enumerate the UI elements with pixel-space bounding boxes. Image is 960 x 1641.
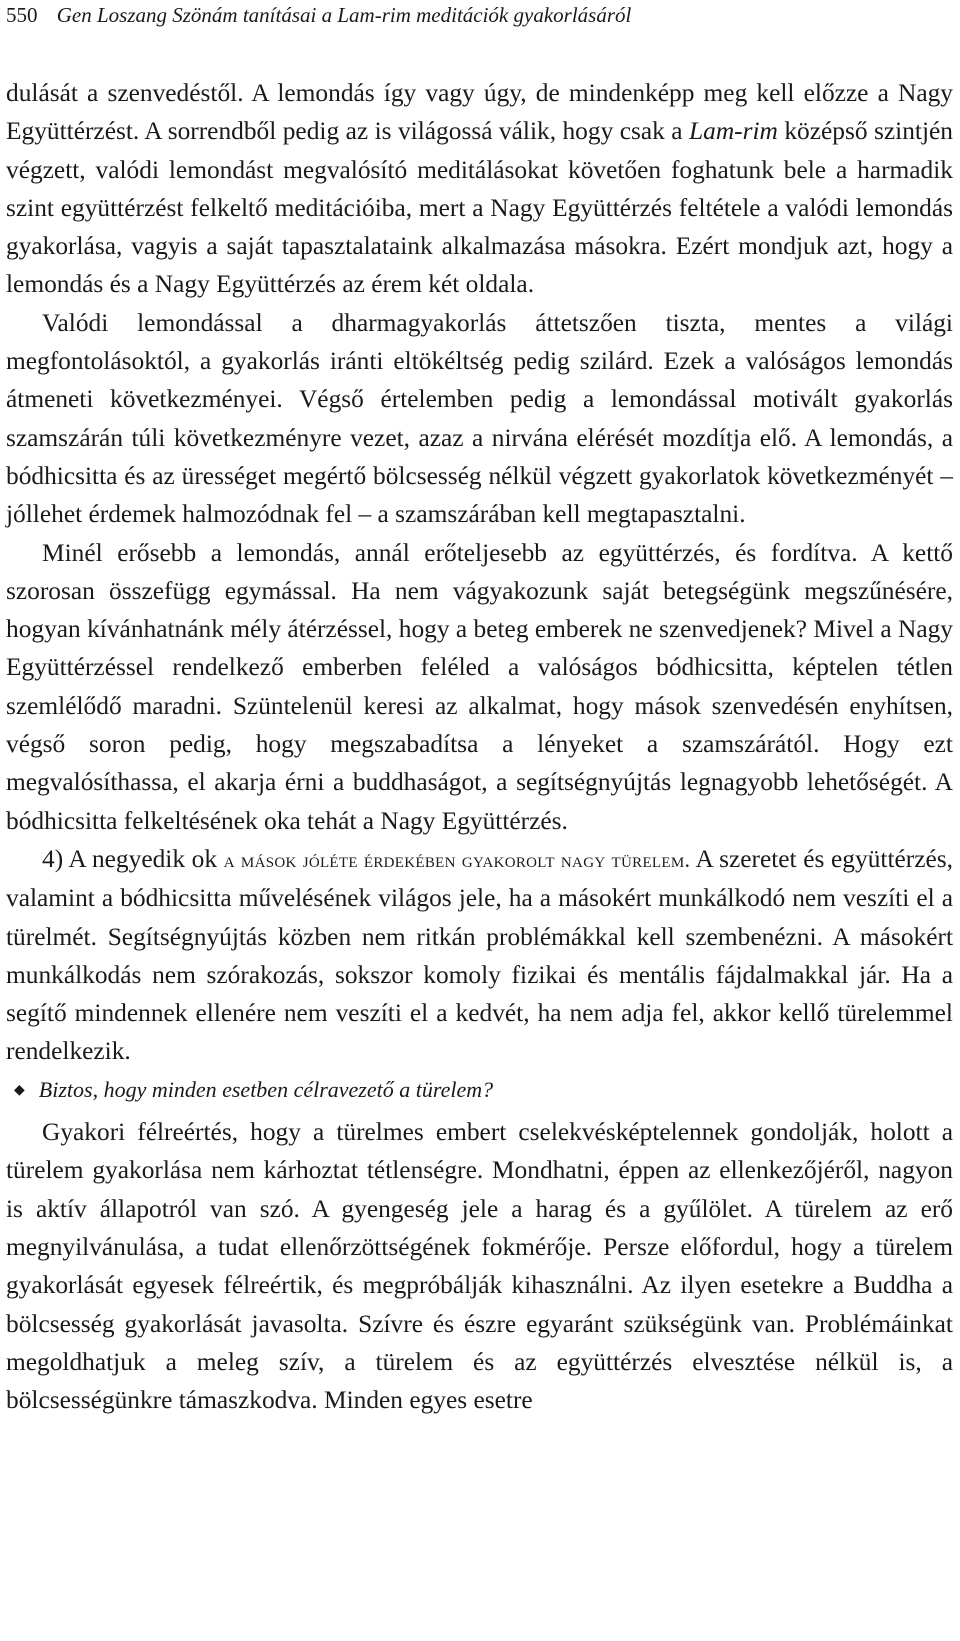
paragraph-4-rest: A szeretet és együttérzés, valamint a bódhicsitta művelésének világos jele, ha a másokért munkálkodó nem veszíti el a türelmét. Segítségnyújtás közben nem ritkán problémákkal kell szembenézni. A másokért munkálkodás nem szórakozás, sokszor komoly fizikai és mentális fájdalmakkal jár. Ha a segítő mindennek ellenére nem veszíti el a kedvét, ha nem adja fel, akkor kellő türelemmel rendelkezik.: [6, 844, 953, 1066]
paragraph-3: Minél erősebb a lemondás, annál erőteljesebb az együttérzés, és fordítva. A kettő szorosan összefügg egymással. Ha nem vágyakozunk saját betegségünk megszűnésére, hogyan kívánhatnánk mély átérzéssel, hogy a beteg emberek ne szenvedjenek? Mivel a Nagy Együttérzéssel rendelkező emberben feléled a valóságos bódhicsitta, képtelen tétlen szemlélődő maradni. Szüntelenül keresi az alkalmat, hogy mások szenvedésén enyhítsen, végső soron pedig, hogy megszabadítsa a lényeket a szamszárától. Hogy ezt megvalósíthassa, el akarja érni a buddhaságot, a segítségnyújtás legnagyobb lehetőségét. A bódhicsitta felkeltésének oka tehát a Nagy Együttérzés.: [6, 538, 953, 835]
page-number: 550: [6, 3, 38, 27]
paragraph-2: Valódi lemondással a dharmagyakorlás áttetszően tiszta, mentes a világi megfontolásoktól, a gyakorlás iránti eltökéltség pedig szilárd. Ezek a valóságos lemondás átmeneti következményei. Végső értelemben pedig a lemondással motivált gyakorlás szamszárán túli következményre vezet, azaz a nirvána elérését mozdítja elő. A lemondás, a bódhicsitta és az ürességet megértő bölcsesség nélkül végzett gyakorlatok következményét – jóllehet érdemek halmozódnak fel – a szamszárában kell megtapasztalni.: [6, 308, 953, 529]
question-text: Biztos, hogy minden esetben célravezető a türelem?: [38, 1076, 494, 1102]
paragraph-5: Gyakori félreértés, hogy a türelmes embert cselekvésképtelennek gondolják, holott a türelem gyakorlása nem kárhoztat tétlenségre. Mondhatni, éppen az ellenkezőjéről, nagyon is aktív állapotról van szó. A gyengeség jele a harag és a gyűlölet. A türelem az erő megnyilvánulása, a tudat ellenőrzöttségének fokmérője. Persze előfordul, hogy a türelem gyakorlását egyesek félreértik, és megpróbálják kihasználni. Az ilyen esetekre a Buddha a bölcsesség gyakorlását javasolta. Szívre és észre egyaránt szükségünk van. Problémáinkat megoldhatjuk a meleg szív, a türelem és az együttérzés elvesztése nélkül is, a bölcsességünkre támaszkodva. Minden egyes esetre: [6, 1118, 953, 1415]
paragraph-4: [6, 840, 953, 1071]
paragraph-1-text: dulását a szenvedéstől. A lemondás így vagy úgy, de mindenképp meg kell előzze a Nagy Együttérzést. A sorrendből pedig az is világossá válik, hogy csak a: [6, 79, 953, 146]
paragraph-4-lead: 4) A negyedik ok: [42, 844, 224, 873]
running-title: Gen Loszang Szönám tanításai a Lam-rim meditációk gyakorlásáról: [56, 3, 632, 27]
question-line: [6, 1071, 953, 1113]
paragraph-1-rest: középső szintjén végzett, valódi lemondást megvalósító meditálásokat követően foghatunk bele a harmadik szint együttérzést felkeltő meditációiba, mert a Nagy Együttérzés feltétele a valódi lemondás gyakorlása, vagyis a saját tapasztalataink alkalmazása másokra. Ezért mondjuk azt, hogy a lemondás és a Nagy Együttérzés az érem két oldala.: [6, 117, 953, 299]
running-header: [6, 0, 631, 30]
body-text: [6, 74, 953, 1419]
fourth-cause-heading: a mások jóléte érdekében gyakorolt nagy türelem.: [223, 846, 691, 872]
paragraph-1: [6, 74, 953, 304]
lam-rim-term: Lam-rim: [689, 117, 778, 146]
diamond-bullet-icon: ◆: [14, 1082, 25, 1098]
